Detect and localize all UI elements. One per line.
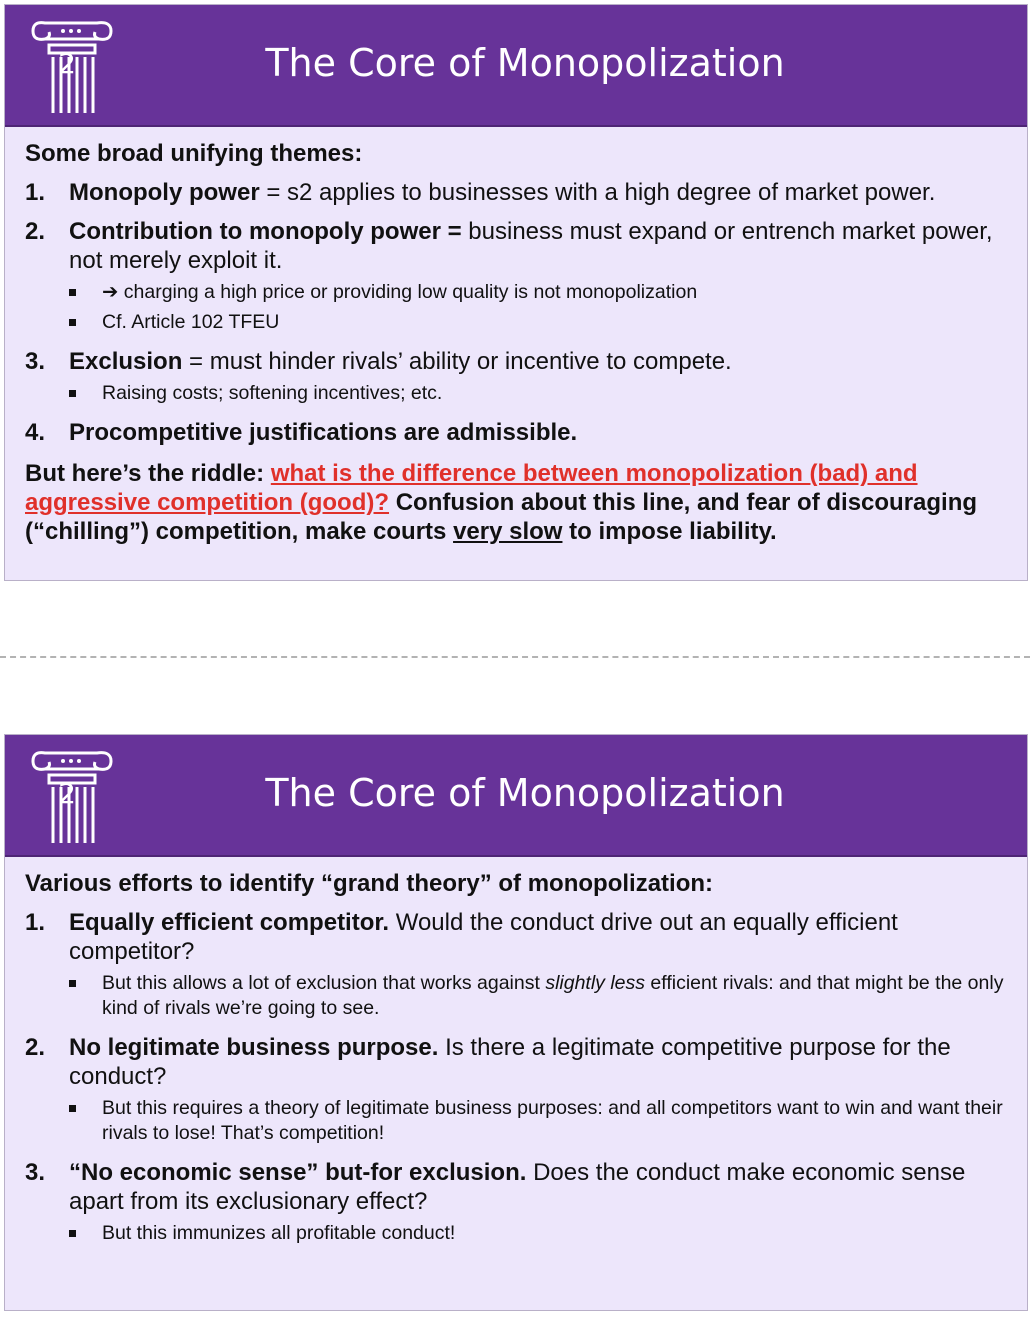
sub-bullet: But this immunizes all profitable conduct! [25,1221,1009,1246]
slide-title: The Core of Monopolization [265,41,785,85]
square-bullet-icon [69,1105,76,1112]
slide-title: The Core of Monopolization [265,771,785,815]
riddle-question: what is the difference between monopolization (bad) and aggressive competition (good)? [25,460,918,516]
square-bullet-icon [69,1230,76,1237]
lead-text: Some broad unifying themes: [25,140,363,167]
sub-bullet: But this allows a lot of exclusion that works against slightly less efficient rivals: and that might be the only kind of rivals we’re going to see. [25,971,1009,1021]
list-item: 3. Exclusion = must hinder rivals’ ability or incentive to compete. [25,348,732,375]
square-bullet-icon [69,289,76,296]
slide-body [25,140,1009,546]
square-bullet-icon [69,390,76,397]
list-item: 2. No legitimate business purpose. Is there a legitimate competitive purpose for the conduct? [25,1034,951,1090]
list-item: 1. Equally efficient competitor. Would the conduct drive out an equally efficient competitor? [25,909,898,965]
slide-header [5,5,1027,127]
square-bullet-icon [69,319,76,326]
slide-1 [4,4,1028,581]
list-item: 4. Procompetitive justifications are admissible. [25,419,578,446]
list-item: 2. Contribution to monopoly power = business must expand or entrench market power, not merely exploit it. [25,218,993,274]
square-bullet-icon [69,980,76,987]
slide-number-badge: 2 [58,777,76,810]
slide-2 [4,734,1028,1311]
slide-number-badge: 2 [58,47,76,80]
sub-bullet: Raising costs; softening incentives; etc. [25,381,1009,406]
lead-text: Various efforts to identify “grand theory” of monopolization: [25,870,714,897]
slide-body [25,870,1009,1246]
sub-bullet: But this requires a theory of legitimate business purposes: and all competitors want to win and want their rivals to lose! That’s competition! [25,1096,1009,1146]
riddle-paragraph: But here’s the riddle: what is the difference between monopolization (bad) and aggressive competition (good)? Confusion about this line, and fear of discouraging (“chilling”) competition, make courts very slow to impose liability. [25,460,978,545]
sub-bullet: ➔ charging a high price or providing low quality is not monopolization [25,280,1009,305]
slide-header [5,735,1027,857]
slide-divider [0,656,1030,658]
sub-bullet: Cf. Article 102 TFEU [25,310,1009,335]
list-item: 3. “No economic sense” but-for exclusion. Does the conduct make economic sense apart from its exclusionary effect? [25,1159,966,1215]
list-item: 1. Monopoly power = s2 applies to businesses with a high degree of market power. [25,179,936,206]
